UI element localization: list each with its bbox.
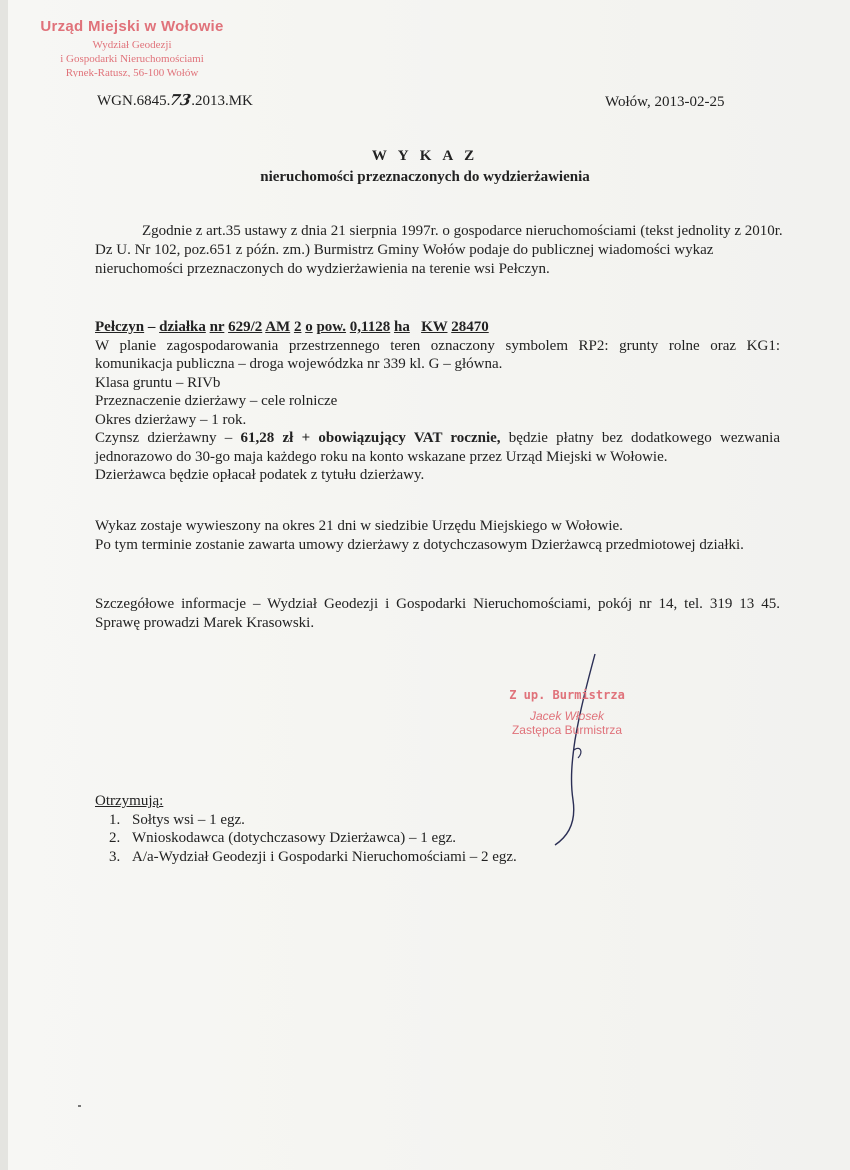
signature-stamp bbox=[487, 688, 647, 737]
office-header-stamp bbox=[12, 18, 252, 77]
list-item: 2. Wnioskodawca (dotychczasowy Dzierżawca) – 1 egz. bbox=[124, 829, 517, 848]
signatory-title: Zastępca Burmistrza bbox=[511, 723, 623, 737]
notice-line-2: Po tym terminie zostanie zawarta umowy dzierżawy z dotychczasowym Dzierżawcą przedmiotowej działki. bbox=[95, 536, 744, 553]
parcel-section bbox=[95, 318, 780, 485]
department-name-2: i Gospodarki Nieruchomościami bbox=[60, 53, 204, 65]
reference-handwritten-number: 73 bbox=[168, 91, 193, 109]
handwritten-signature bbox=[540, 650, 620, 850]
reference-prefix: WGN.6845. bbox=[97, 93, 171, 109]
notice-line-1: Wykaz zostaje wywieszony na okres 21 dni w siedzibie Urzędu Miejskiego w Wołowie. bbox=[95, 518, 623, 534]
notice-section bbox=[95, 517, 780, 554]
rent-amount: 61,28 zł + obowiązujący VAT rocznie, bbox=[240, 430, 501, 446]
paper-speck bbox=[78, 1105, 81, 1107]
title-main: W Y K A Z bbox=[371, 148, 479, 164]
parcel-rent: Czynsz dzierżawny – 61,28 zł + obowiązujący VAT rocznie, będzie płatny bez dodatkowego wezwania jednorazowo do 30-go maja każdego roku na konto wskazane przez Urząd Miejski w Wołowie. bbox=[95, 430, 780, 465]
parcel-plot-number: 629/2 bbox=[228, 319, 263, 335]
parcel-area: 0,1128 bbox=[349, 319, 391, 335]
recipients-section bbox=[95, 792, 517, 866]
reference-suffix: .2013.MK bbox=[191, 93, 253, 109]
parcel-kw-number: 28470 bbox=[451, 319, 489, 335]
parcel-place: Pełczyn bbox=[95, 319, 145, 335]
title-subtitle: nieruchomości przeznaczonych do wydzierżawienia bbox=[260, 169, 590, 185]
parcel-purpose: Przeznaczenie dzierżawy – cele rolnicze bbox=[95, 393, 338, 409]
reference-number bbox=[97, 91, 253, 110]
office-name: Urząd Miejski w Wołowie bbox=[40, 18, 224, 35]
signatory-name: Jacek Włosek bbox=[529, 709, 605, 723]
parcel-heading: Pełczyn – działka nr 629/2 AM 2 o pow. 0,1128 ha KW 28470 bbox=[95, 319, 489, 335]
list-item: 3. A/a-Wydział Geodezji i Gospodarki Nieruchomościami – 2 egz. bbox=[124, 848, 517, 867]
document-title bbox=[0, 148, 850, 186]
details-paragraph: Szczegółowe informacje – Wydział Geodezji i Gospodarki Nieruchomościami, pokój nr 14, tel. 319 13 45. Sprawę prowadzi Marek Krasowski. bbox=[95, 596, 780, 631]
signature-stamp-line-1: Z up. Burmistrza bbox=[509, 688, 625, 702]
recipients-header: Otrzymują: bbox=[95, 793, 164, 809]
list-item: 1. Sołtys wsi – 1 egz. bbox=[124, 811, 517, 830]
parcel-soil-class: Klasa gruntu – RIVb bbox=[95, 374, 221, 391]
intro-paragraph bbox=[95, 222, 785, 279]
office-address: Rynek-Ratusz, 56-100 Wołów bbox=[65, 67, 199, 77]
intro-text: Zgodnie z art.35 ustawy z dnia 21 sierpnia 1997r. o gospodarce nieruchomościami (tekst jednolity z 2010r. Dz U. Nr 102, poz.651 z późn. zm.) Burmistrz Gminy Wołów podaje do publicznej wiadomości wykaz nieruchomości przeznaczonych do wydzierżawienia na terenie wsi Pełczyn. bbox=[95, 223, 783, 277]
parcel-plan: W planie zagospodarowania przestrzennego teren oznaczony symbolem RP2: grunty rolne oraz KG1: komunikacja publiczna – droga wojewódzka nr 339 kl. G – główna. bbox=[95, 337, 780, 372]
parcel-tax: Dzierżawca będzie opłacał podatek z tytułu dzierżawy. bbox=[95, 467, 425, 483]
parcel-period: Okres dzierżawy – 1 rok. bbox=[95, 411, 247, 428]
document-date: Wołów, 2013-02-25 bbox=[605, 94, 725, 110]
department-name: Wydział Geodezji bbox=[92, 39, 172, 51]
recipients-list bbox=[95, 811, 517, 867]
